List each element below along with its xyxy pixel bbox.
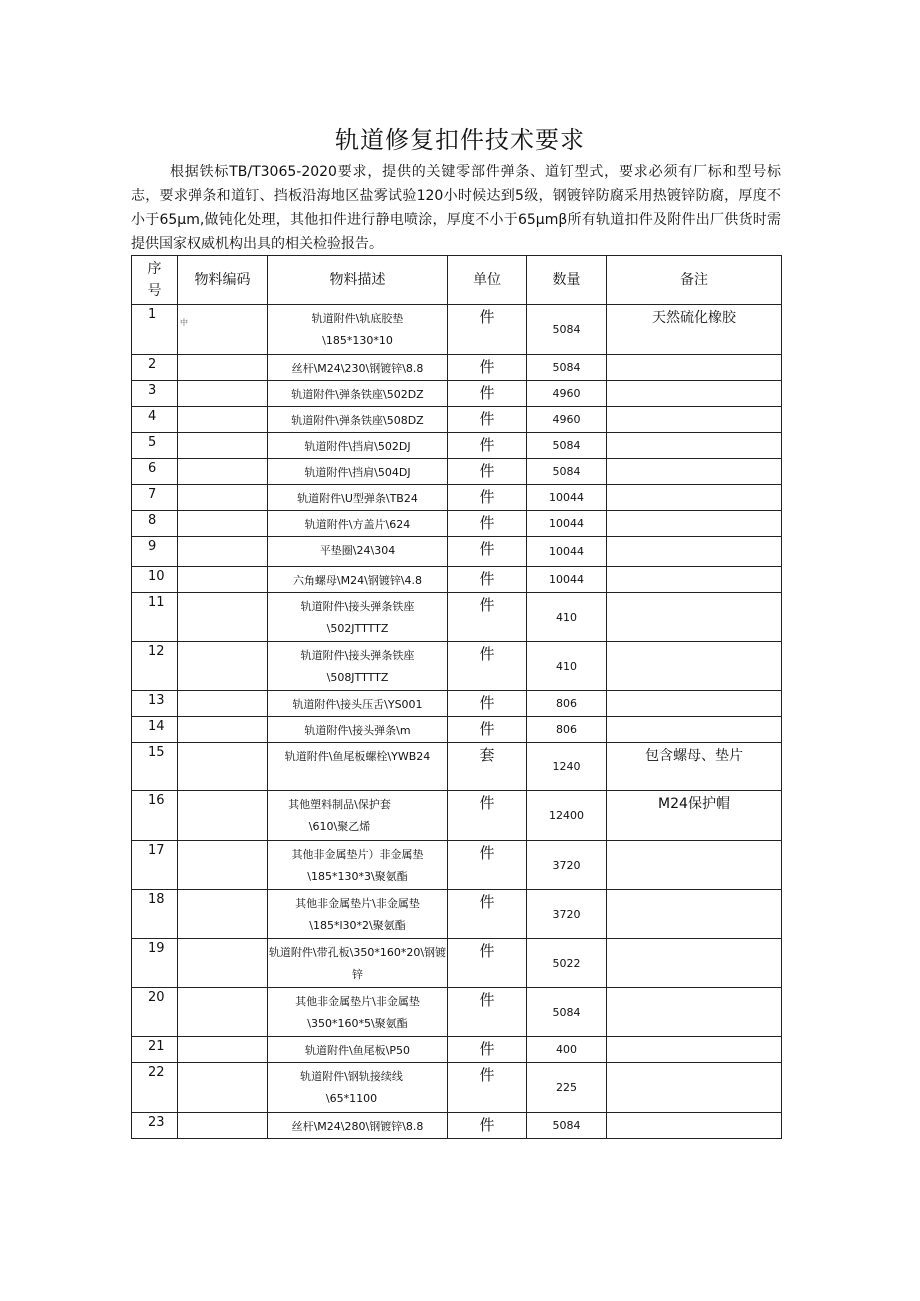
row-code <box>178 537 268 567</box>
row-note <box>607 988 782 1037</box>
row-qty: 410 <box>527 593 607 642</box>
table-row <box>132 691 782 717</box>
row-desc: 轨道附件\鱼尾板螺栓\YWB24 <box>268 743 448 791</box>
row-unit: 件 <box>448 988 527 1037</box>
row-no: 20 <box>132 988 178 1037</box>
row-note <box>607 1063 782 1113</box>
row-unit: 件 <box>448 642 527 691</box>
table-row <box>132 567 782 593</box>
row-unit: 件 <box>448 1113 527 1139</box>
row-note <box>607 381 782 407</box>
row-desc: 其他非金属垫片\非金属垫\185*l30*2\聚氨酯 <box>268 890 448 939</box>
row-qty: 3720 <box>527 890 607 939</box>
row-no: 9 <box>132 537 178 567</box>
row-qty: 5084 <box>527 1113 607 1139</box>
row-desc: 轨道附件\U型弹条\TB24 <box>268 485 448 511</box>
row-note <box>607 433 782 459</box>
row-desc: 其他非金属垫片）非金属垫\185*130*3\聚氨酯 <box>268 841 448 890</box>
table-row <box>132 1063 782 1113</box>
row-code <box>178 1037 268 1063</box>
row-unit: 件 <box>448 355 527 381</box>
row-code <box>178 1063 268 1113</box>
row-code <box>178 593 268 642</box>
row-code <box>178 485 268 511</box>
row-desc: 轨道附件\接头弹条铁座\502JTTTTZ <box>268 593 448 642</box>
row-desc: 轨道附件\挡肩\504DJ <box>268 459 448 485</box>
materials-table <box>131 255 782 1139</box>
row-no: 18 <box>132 890 178 939</box>
table-row <box>132 1113 782 1139</box>
row-qty: 12400 <box>527 791 607 841</box>
row-note <box>607 355 782 381</box>
page-title: 轨道修复扣件技术要求 <box>335 126 585 154</box>
row-note <box>607 890 782 939</box>
row-note <box>607 511 782 537</box>
row-qty: 225 <box>527 1063 607 1113</box>
row-qty: 400 <box>527 1037 607 1063</box>
row-desc: 轨道附件\接头压舌\YS001 <box>268 691 448 717</box>
row-desc: 轨道附件\鱼尾板\P50 <box>268 1037 448 1063</box>
row-no: 14 <box>132 717 178 743</box>
row-code <box>178 433 268 459</box>
row-unit: 套 <box>448 743 527 791</box>
table-row <box>132 485 782 511</box>
table-row <box>132 433 782 459</box>
row-note <box>607 1037 782 1063</box>
row-qty: 4960 <box>527 407 607 433</box>
table-row <box>132 717 782 743</box>
row-desc: 六角螺母\M24\钢镀锌\4.8 <box>268 567 448 593</box>
row-qty: 5084 <box>527 305 607 355</box>
row-code <box>178 567 268 593</box>
row-no: 13 <box>132 691 178 717</box>
row-code <box>178 841 268 890</box>
row-qty: 806 <box>527 717 607 743</box>
row-note <box>607 537 782 567</box>
header-desc: 物料描述 <box>268 256 448 305</box>
row-code <box>178 939 268 988</box>
table-row <box>132 890 782 939</box>
row-unit: 件 <box>448 511 527 537</box>
row-desc: 轨道附件\弹条铁座\508DZ <box>268 407 448 433</box>
table-row <box>132 355 782 381</box>
intro-paragraph: 根据铁标TB/T3065-2020要求，提供的关键零部件弹条、道钉型式，要求必须有厂标和型号标志，要求弹条和道钉、挡板沿海地区盐雾试验120小时候达到5级，钢镀锌防腐采用热镀锌防腐，厚度不小于65μm,做钝化处理，其他扣件进行静电喷涂，厚度不小于65μmβ所有轨道扣件及附件出厂供货时需提供国家权威机构出具的相关检验报告。 <box>131 164 781 252</box>
row-no: 1 <box>132 305 178 355</box>
row-no: 3 <box>132 381 178 407</box>
row-desc: 其他非金属垫片\非金属垫\350*160*5\聚氨酯 <box>268 988 448 1037</box>
table-row <box>132 743 782 791</box>
row-qty: 5084 <box>527 433 607 459</box>
row-qty: 410 <box>527 642 607 691</box>
row-no: 7 <box>132 485 178 511</box>
row-note <box>607 691 782 717</box>
header-seq: 序号 <box>132 256 178 305</box>
row-code <box>178 381 268 407</box>
row-no: 19 <box>132 939 178 988</box>
row-note <box>607 939 782 988</box>
row-desc: 轨道附件\钢轨接续线\65*1100 <box>268 1063 448 1113</box>
table-row <box>132 841 782 890</box>
row-no: 8 <box>132 511 178 537</box>
row-desc: 丝杆\M24\280\钢镀锌\8.8 <box>268 1113 448 1139</box>
row-desc: 轨道附件\接头弹条\m <box>268 717 448 743</box>
row-no: 15 <box>132 743 178 791</box>
row-unit: 件 <box>448 381 527 407</box>
row-note <box>607 459 782 485</box>
row-unit: 件 <box>448 485 527 511</box>
row-unit: 件 <box>448 537 527 567</box>
row-qty: 4960 <box>527 381 607 407</box>
row-qty: 806 <box>527 691 607 717</box>
row-qty: 5084 <box>527 355 607 381</box>
table-row <box>132 459 782 485</box>
row-unit: 件 <box>448 305 527 355</box>
row-qty: 10044 <box>527 485 607 511</box>
row-no: 23 <box>132 1113 178 1139</box>
row-code <box>178 511 268 537</box>
row-note <box>607 717 782 743</box>
table-row <box>132 593 782 642</box>
table-row <box>132 407 782 433</box>
table-row <box>132 537 782 567</box>
row-code <box>178 355 268 381</box>
row-qty: 10044 <box>527 567 607 593</box>
row-qty: 3720 <box>527 841 607 890</box>
row-qty: 10044 <box>527 537 607 567</box>
table-row <box>132 642 782 691</box>
row-code <box>178 890 268 939</box>
table-row <box>132 305 782 355</box>
row-code <box>178 1113 268 1139</box>
row-note: 天然硫化橡胶 <box>607 305 782 355</box>
row-desc: 轨道附件\带孔板\350*160*20\钢镀锌 <box>268 939 448 988</box>
row-desc: 轨道附件\挡肩\502DJ <box>268 433 448 459</box>
row-code <box>178 407 268 433</box>
row-code <box>178 717 268 743</box>
row-note <box>607 841 782 890</box>
row-no: 5 <box>132 433 178 459</box>
row-no: 10 <box>132 567 178 593</box>
row-qty: 10044 <box>527 511 607 537</box>
table-row <box>132 1037 782 1063</box>
row-no: 6 <box>132 459 178 485</box>
row-qty: 5022 <box>527 939 607 988</box>
row-code <box>178 459 268 485</box>
row-desc: 轨道附件\轨底胶垫\185*130*10 <box>268 305 448 355</box>
row-unit: 件 <box>448 459 527 485</box>
row-unit: 件 <box>448 1063 527 1113</box>
row-no: 21 <box>132 1037 178 1063</box>
row-unit: 件 <box>448 1037 527 1063</box>
header-unit: 单位 <box>448 256 527 305</box>
row-note <box>607 567 782 593</box>
row-desc: 轨道附件\方盖片\624 <box>268 511 448 537</box>
row-no: 16 <box>132 791 178 841</box>
row-unit: 件 <box>448 567 527 593</box>
table-header-row <box>132 256 782 305</box>
row-no: 2 <box>132 355 178 381</box>
table-row <box>132 988 782 1037</box>
row-desc: 丝杆\M24\230\钢镀锌\8.8 <box>268 355 448 381</box>
row-desc: 轨道附件\接头弹条铁座\508JTTTTZ <box>268 642 448 691</box>
row-note <box>607 407 782 433</box>
header-qty: 数量 <box>527 256 607 305</box>
row-desc: 平垫圈\24\304 <box>268 537 448 567</box>
table-row <box>132 939 782 988</box>
row-note: 包含螺母、垫片 <box>607 743 782 791</box>
row-note: M24保护帽 <box>607 791 782 841</box>
row-qty: 1240 <box>527 743 607 791</box>
row-unit: 件 <box>448 433 527 459</box>
table-row <box>132 791 782 841</box>
row-code <box>178 743 268 791</box>
row-code: 中 <box>178 305 268 355</box>
row-unit: 件 <box>448 407 527 433</box>
row-code <box>178 791 268 841</box>
row-note <box>607 593 782 642</box>
table-row <box>132 381 782 407</box>
row-code <box>178 691 268 717</box>
row-no: 11 <box>132 593 178 642</box>
row-unit: 件 <box>448 939 527 988</box>
row-code <box>178 642 268 691</box>
row-desc: 其他塑料制品\保护套\610\聚乙烯 <box>268 791 448 841</box>
row-unit: 件 <box>448 691 527 717</box>
row-unit: 件 <box>448 890 527 939</box>
row-no: 12 <box>132 642 178 691</box>
row-desc: 轨道附件\弹条铁座\502DZ <box>268 381 448 407</box>
row-note <box>607 642 782 691</box>
row-no: 17 <box>132 841 178 890</box>
row-unit: 件 <box>448 717 527 743</box>
header-code: 物料编码 <box>178 256 268 305</box>
table-row <box>132 511 782 537</box>
row-note <box>607 485 782 511</box>
row-code <box>178 988 268 1037</box>
row-unit: 件 <box>448 791 527 841</box>
row-no: 4 <box>132 407 178 433</box>
row-qty: 5084 <box>527 988 607 1037</box>
row-no: 22 <box>132 1063 178 1113</box>
row-unit: 件 <box>448 593 527 642</box>
row-note <box>607 1113 782 1139</box>
row-qty: 5084 <box>527 459 607 485</box>
row-unit: 件 <box>448 841 527 890</box>
header-note: 备注 <box>607 256 782 305</box>
